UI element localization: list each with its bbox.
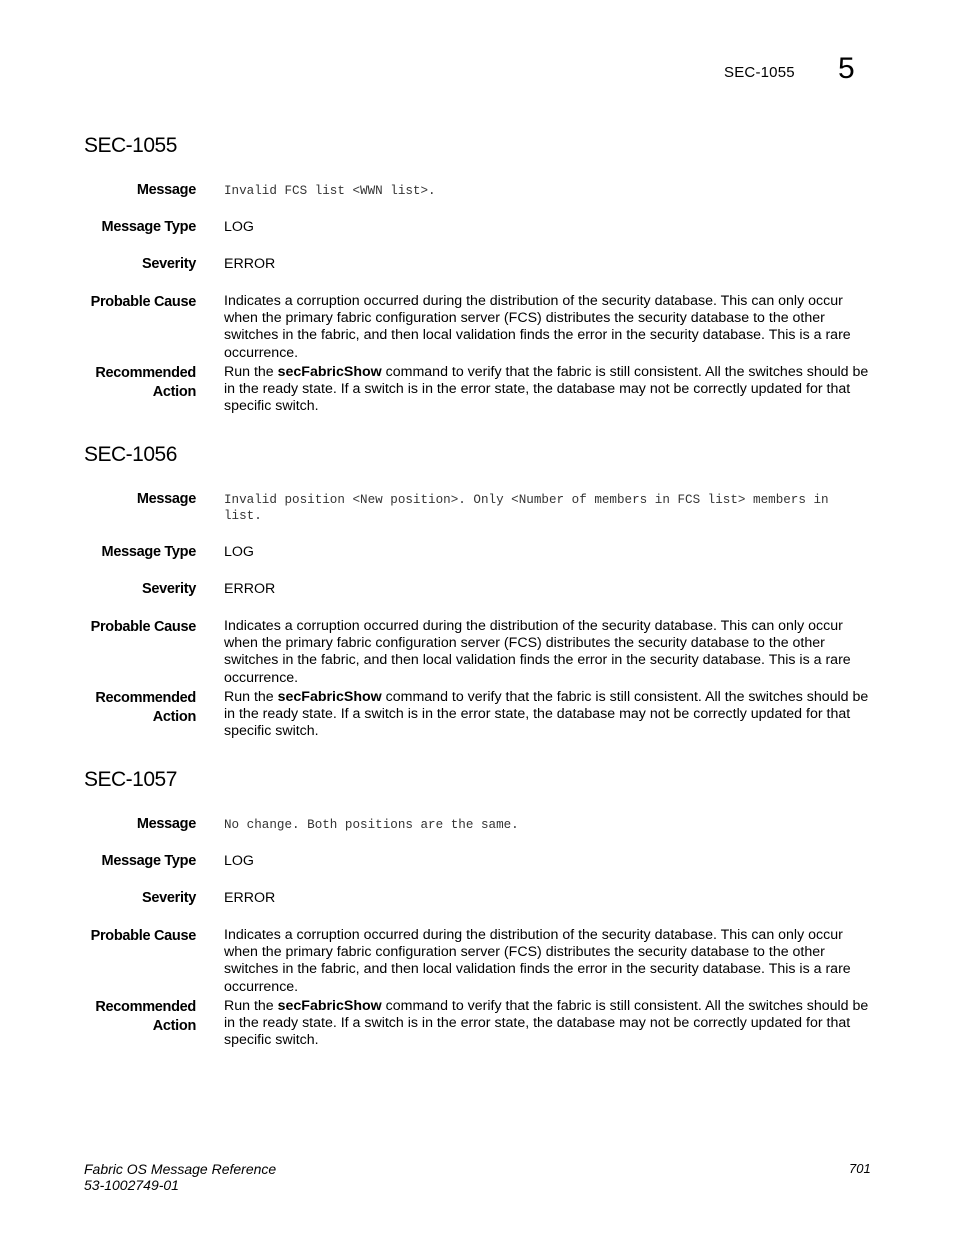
command-name: secFabricShow bbox=[277, 689, 382, 705]
message-type-label: Message Type bbox=[101, 853, 196, 869]
severity-value: ERROR bbox=[224, 890, 276, 906]
probable-cause-text: Indicates a corruption occurred during the distribution of the security database. This can only occur when the primary fabric configuration server (FCS) distributes the security database to the other switches in the fabric, and then local validation finds the error in the security database. This is a rare occurrence. bbox=[224, 618, 851, 686]
recommended-action-label: Recommended Action bbox=[95, 999, 196, 1034]
running-header-section: SEC-1055 bbox=[724, 64, 795, 81]
recommended-action-text: Run the secFabricShow command to verify that the fabric is still consistent. All the switches should be in the ready state. If a switch is in the error state, the database may not be correctly updated for that specific switch. bbox=[224, 364, 869, 415]
message-text: Invalid position <New position>. Only <Number of members in FCS list> members in list. bbox=[224, 493, 829, 523]
message-type-label: Message Type bbox=[101, 219, 196, 235]
command-name: secFabricShow bbox=[277, 364, 382, 380]
recommended-action-label: Recommended Action bbox=[95, 690, 196, 725]
footer-document-number: 53-1002749-01 bbox=[84, 1177, 179, 1193]
message-type-label: Message Type bbox=[101, 544, 196, 560]
entry-title: SEC-1056 bbox=[84, 443, 177, 466]
message-text: No change. Both positions are the same. bbox=[224, 818, 519, 832]
message-label: Message bbox=[136, 816, 196, 832]
chapter-number: 5 bbox=[838, 52, 855, 85]
message-type-value: LOG bbox=[224, 544, 254, 560]
probable-cause-label: Probable Cause bbox=[90, 928, 196, 944]
recommended-action-text: Run the secFabricShow command to verify that the fabric is still consistent. All the switches should be in the ready state. If a switch is in the error state, the database may not be correctly updated for that specific switch. bbox=[224, 998, 869, 1049]
message-text: Invalid FCS list <WWN list>. bbox=[224, 184, 436, 198]
severity-label: Severity bbox=[141, 256, 196, 272]
page-number: 701 bbox=[849, 1161, 871, 1176]
footer-document-title: Fabric OS Message Reference bbox=[84, 1161, 277, 1177]
message-type-value: LOG bbox=[224, 853, 254, 869]
severity-value: ERROR bbox=[224, 581, 276, 597]
message-type-value: LOG bbox=[224, 219, 254, 235]
probable-cause-text: Indicates a corruption occurred during the distribution of the security database. This can only occur when the primary fabric configuration server (FCS) distributes the security database to the other switches in the fabric, and then local validation finds the error in the security database. This is a rare occurrence. bbox=[224, 927, 851, 995]
probable-cause-text: Indicates a corruption occurred during the distribution of the security database. This can only occur when the primary fabric configuration server (FCS) distributes the security database to the other switches in the fabric, and then local validation finds the error in the security database. This is a rare occurrence. bbox=[224, 293, 851, 361]
probable-cause-label: Probable Cause bbox=[90, 619, 196, 635]
probable-cause-label: Probable Cause bbox=[90, 294, 196, 310]
severity-value: ERROR bbox=[224, 256, 276, 272]
recommended-action-text: Run the secFabricShow command to verify that the fabric is still consistent. All the switches should be in the ready state. If a switch is in the error state, the database may not be correctly updated for that specific switch. bbox=[224, 689, 869, 740]
entry-title: SEC-1057 bbox=[84, 768, 177, 791]
message-label: Message bbox=[136, 491, 196, 507]
recommended-action-label: Recommended Action bbox=[95, 365, 196, 400]
severity-label: Severity bbox=[141, 581, 196, 597]
entry-title: SEC-1055 bbox=[84, 134, 177, 157]
command-name: secFabricShow bbox=[277, 998, 382, 1014]
message-label: Message bbox=[136, 182, 196, 198]
severity-label: Severity bbox=[141, 890, 196, 906]
